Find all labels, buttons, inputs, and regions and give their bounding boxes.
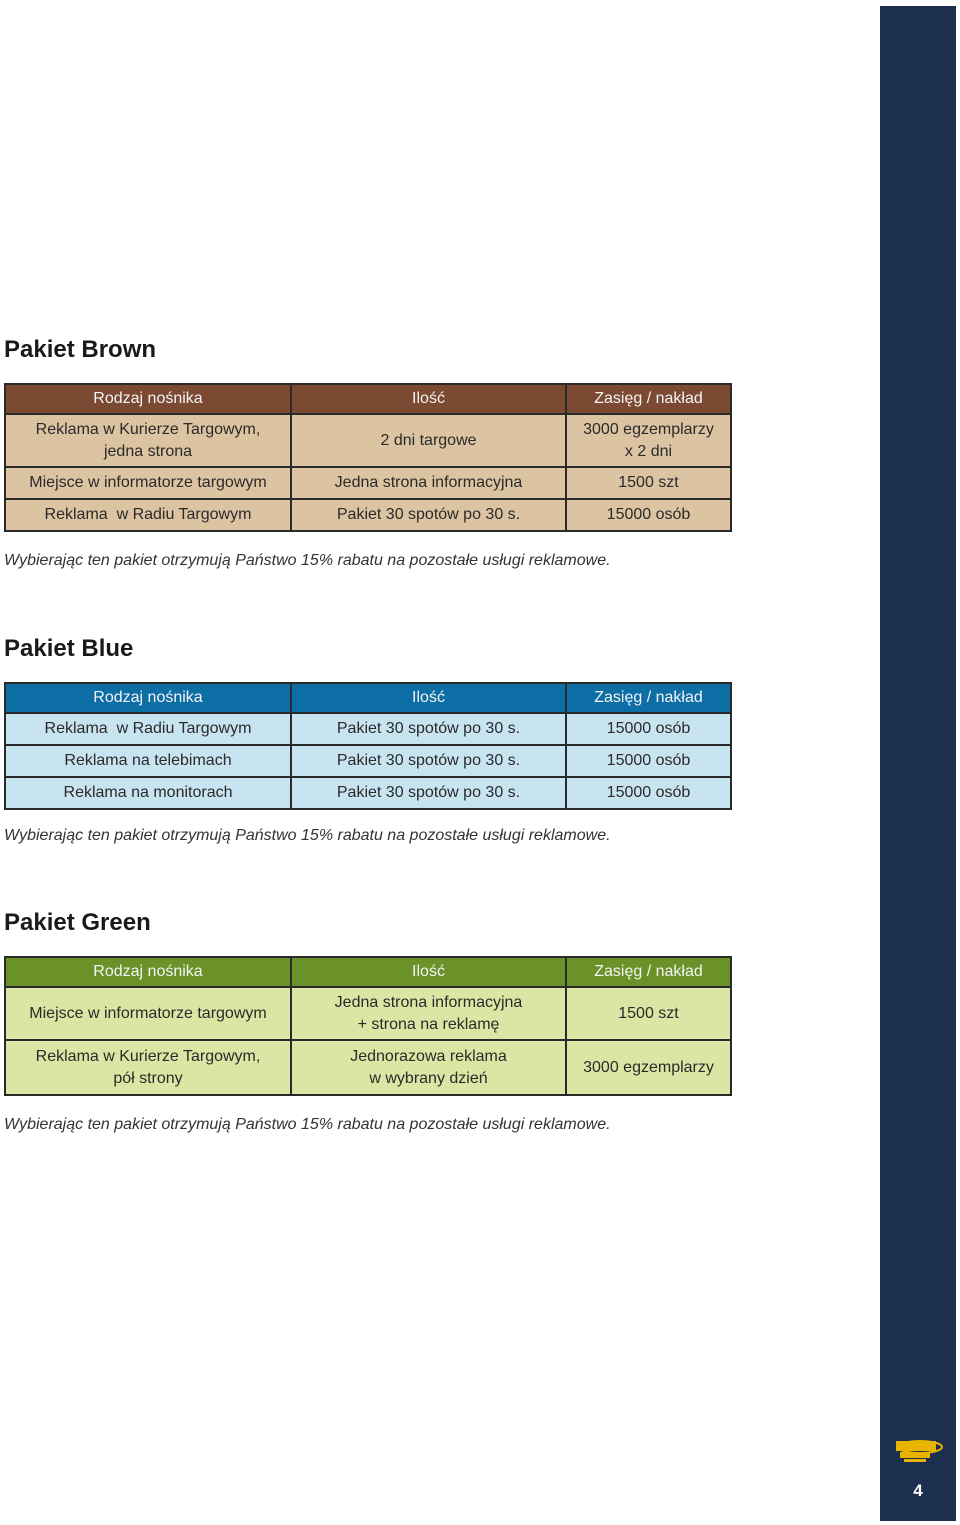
table-row [5, 745, 731, 777]
table-row [5, 1040, 731, 1095]
cell-rodzaj: Reklama w Kurierze Targowym, jedna strona [5, 414, 291, 467]
pakiet-brown-title: Pakiet Brown [4, 336, 157, 363]
table-row [5, 987, 731, 1040]
cell-ilosc: 2 dni targowe [291, 414, 566, 467]
cell-ilosc: Jedna strona informacyjna [291, 467, 566, 499]
cell-rodzaj: Reklama w Radiu Targowym [5, 713, 291, 745]
table-row [5, 777, 731, 809]
table-row [5, 713, 731, 745]
pakiet-green-note: Wybierając ten pakiet otrzymują Państwo 15% rabatu na pozostałe usługi reklamowe. [4, 1116, 611, 1133]
header-rodzaj-nosnika: Rodzaj nośnika [5, 683, 291, 713]
cell-rodzaj: Reklama na telebimach [5, 745, 291, 777]
cell-rodzaj: Miejsce w informatorze targowym [5, 987, 291, 1040]
table-header-row [5, 384, 731, 414]
cell-ilosc: Jedna strona informacyjna + strona na reklamę [291, 987, 566, 1040]
cell-rodzaj: Miejsce w informatorze targowym [5, 467, 291, 499]
table-row [5, 414, 731, 467]
cell-rodzaj: Reklama w Kurierze Targowym, pół strony [5, 1040, 291, 1095]
pakiet-green-table [4, 956, 732, 1096]
cell-zasieg: 3000 egzemplarzy x 2 dni [566, 414, 731, 467]
pakiet-brown-table [4, 383, 732, 532]
header-zasieg-naklad: Zasięg / nakład [566, 384, 731, 414]
header-ilosc: Ilość [291, 384, 566, 414]
header-zasieg-naklad: Zasięg / nakład [566, 957, 731, 987]
table-header-row [5, 683, 731, 713]
page-number: 4 [913, 1481, 923, 1500]
cell-zasieg: 1500 szt [566, 467, 731, 499]
cell-rodzaj: Reklama na monitorach [5, 777, 291, 809]
pakiet-blue-table [4, 682, 732, 810]
cell-ilosc: Pakiet 30 spotów po 30 s. [291, 777, 566, 809]
pakiet-green-title: Pakiet Green [4, 909, 151, 936]
demuth-arena-logo [892, 1434, 944, 1466]
table-row [5, 499, 731, 531]
table-row [5, 467, 731, 499]
cell-rodzaj: Reklama w Radiu Targowym [5, 499, 291, 531]
cell-ilosc: Pakiet 30 spotów po 30 s. [291, 713, 566, 745]
cell-zasieg: 15000 osób [566, 745, 731, 777]
cell-ilosc: Pakiet 30 spotów po 30 s. [291, 499, 566, 531]
cell-zasieg: 15000 osób [566, 777, 731, 809]
header-zasieg-naklad: Zasięg / nakład [566, 683, 731, 713]
header-ilosc: Ilość [291, 683, 566, 713]
pakiet-brown-note: Wybierając ten pakiet otrzymują Państwo 15% rabatu na pozostałe usługi reklamowe. [4, 552, 611, 569]
header-rodzaj-nosnika: Rodzaj nośnika [5, 384, 291, 414]
pakiet-blue-note: Wybierając ten pakiet otrzymują Państwo 15% rabatu na pozostałe usługi reklamowe. [4, 827, 611, 844]
cell-zasieg: 15000 osób [566, 713, 731, 745]
cell-ilosc: Jednorazowa reklama w wybrany dzień [291, 1040, 566, 1095]
cell-zasieg: 1500 szt [566, 987, 731, 1040]
header-rodzaj-nosnika: Rodzaj nośnika [5, 957, 291, 987]
cell-zasieg: 3000 egzemplarzy [566, 1040, 731, 1095]
cell-zasieg: 15000 osób [566, 499, 731, 531]
header-ilosc: Ilość [291, 957, 566, 987]
table-header-row [5, 957, 731, 987]
page-sidebar [880, 6, 956, 1521]
pakiet-blue-title: Pakiet Blue [4, 635, 134, 662]
cell-ilosc: Pakiet 30 spotów po 30 s. [291, 745, 566, 777]
